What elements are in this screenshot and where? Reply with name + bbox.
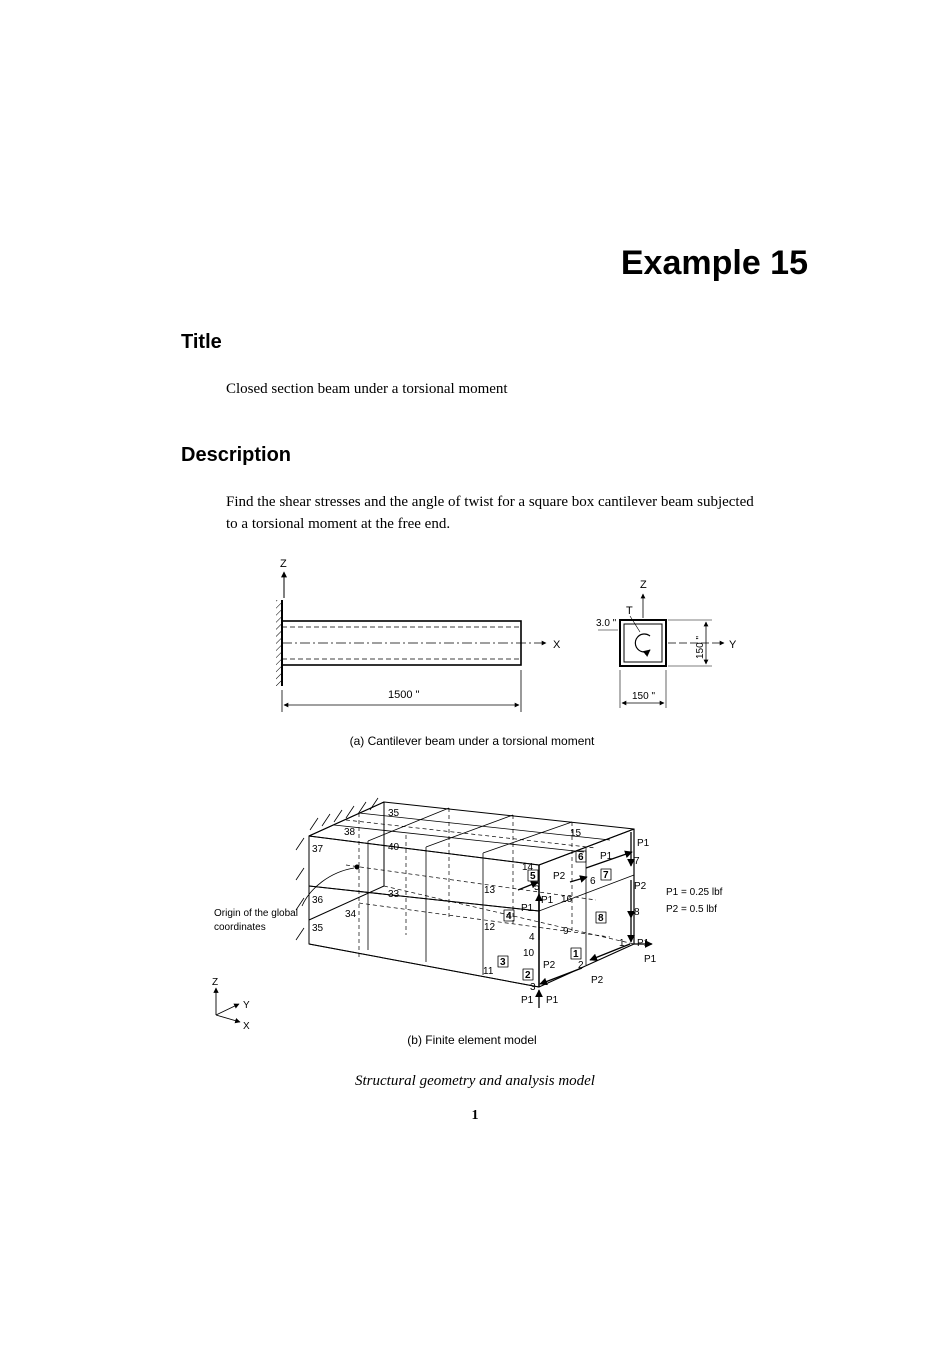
width-label: 150 " [632, 691, 656, 702]
svg-text:12: 12 [484, 922, 496, 933]
svg-text:P2: P2 [543, 960, 556, 971]
figure-b-caption: (b) Finite element model [407, 1033, 537, 1047]
thickness-label: 3.0 " [596, 618, 617, 629]
description-text: Find the shear stresses and the angle of twist for a square box cantilever beam subjected to a torsional moment at the free end. [226, 494, 754, 532]
svg-text:3: 3 [530, 982, 536, 993]
torque-arrow [635, 634, 650, 652]
coordinate-triad [212, 977, 250, 1032]
origin-label-line2: coordinates [214, 922, 266, 933]
svg-text:11: 11 [483, 966, 494, 977]
svg-text:14: 14 [522, 862, 534, 873]
figure-b-fe-model [212, 798, 723, 1047]
svg-text:13: 13 [484, 885, 496, 896]
origin-dot [355, 865, 360, 870]
figure-a-cantilever [276, 558, 737, 748]
length-label: 1500 " [388, 689, 420, 701]
svg-text:16: 16 [561, 894, 573, 905]
svg-text:4: 4 [529, 932, 535, 943]
beam-z-label: Z [280, 558, 287, 570]
svg-text:6: 6 [590, 876, 596, 887]
svg-text:36: 36 [312, 895, 324, 906]
svg-text:34: 34 [345, 909, 357, 920]
svg-text:Z: Z [212, 977, 219, 988]
svg-text:33: 33 [388, 889, 400, 900]
svg-text:Y: Y [243, 1000, 250, 1011]
svg-text:P2: P2 [553, 871, 566, 882]
title-heading: Title [181, 331, 222, 353]
svg-text:P2: P2 [591, 975, 604, 986]
svg-text:4: 4 [506, 911, 512, 922]
section-outer [620, 620, 666, 666]
figure-a-caption: (a) Cantilever beam under a torsional moment [349, 734, 595, 748]
svg-text:38: 38 [344, 827, 356, 838]
svg-text:P2: P2 [634, 881, 647, 892]
svg-text:7: 7 [603, 870, 609, 881]
svg-text:15: 15 [570, 828, 582, 839]
beam-x-label: X [553, 639, 561, 651]
svg-text:8: 8 [634, 907, 640, 918]
svg-text:P1: P1 [600, 851, 613, 862]
svg-text:1: 1 [573, 949, 579, 960]
svg-text:P1: P1 [546, 995, 559, 1006]
section-z-label: Z [640, 579, 647, 591]
height-label: 150 " [695, 635, 706, 659]
svg-text:P1: P1 [521, 995, 534, 1006]
force-arrows [518, 832, 652, 1008]
svg-text:P1: P1 [637, 838, 650, 849]
svg-text:3: 3 [500, 957, 506, 968]
svg-text:2: 2 [578, 960, 584, 971]
section-inner [624, 624, 662, 662]
svg-text:40: 40 [388, 842, 400, 853]
load-p2-value: P2 = 0.5 lbf [666, 904, 717, 915]
page-title: Example 15 [620, 244, 808, 282]
svg-text:1: 1 [619, 938, 625, 949]
svg-text:P1: P1 [541, 895, 554, 906]
svg-text:P1: P1 [521, 903, 534, 914]
svg-text:35: 35 [312, 923, 324, 934]
load-p1-value: P1 = 0.25 lbf [666, 887, 723, 898]
origin-label-line1: Origin of the global [214, 908, 298, 919]
description-heading: Description [181, 444, 292, 466]
torque-label: T [626, 605, 633, 617]
svg-text:X: X [243, 1021, 250, 1032]
svg-text:8: 8 [598, 913, 604, 924]
figure-caption: Structural geometry and analysis model [355, 1073, 595, 1089]
section-y-label: Y [729, 639, 737, 651]
svg-text:P1: P1 [637, 938, 650, 949]
svg-text:P1: P1 [644, 954, 657, 965]
svg-text:35: 35 [388, 808, 400, 819]
node-numbers [312, 808, 640, 993]
svg-text:5: 5 [534, 882, 540, 893]
page-number: 1 [471, 1108, 479, 1123]
wall-hatch [296, 798, 378, 940]
svg-text:5: 5 [530, 871, 536, 882]
svg-text:9: 9 [563, 926, 569, 937]
svg-text:10: 10 [523, 948, 535, 959]
svg-text:6: 6 [578, 852, 584, 863]
svg-text:37: 37 [312, 844, 324, 855]
svg-text:7: 7 [634, 856, 640, 867]
svg-text:2: 2 [525, 970, 531, 981]
title-text: Closed section beam under a torsional moment [226, 381, 508, 397]
